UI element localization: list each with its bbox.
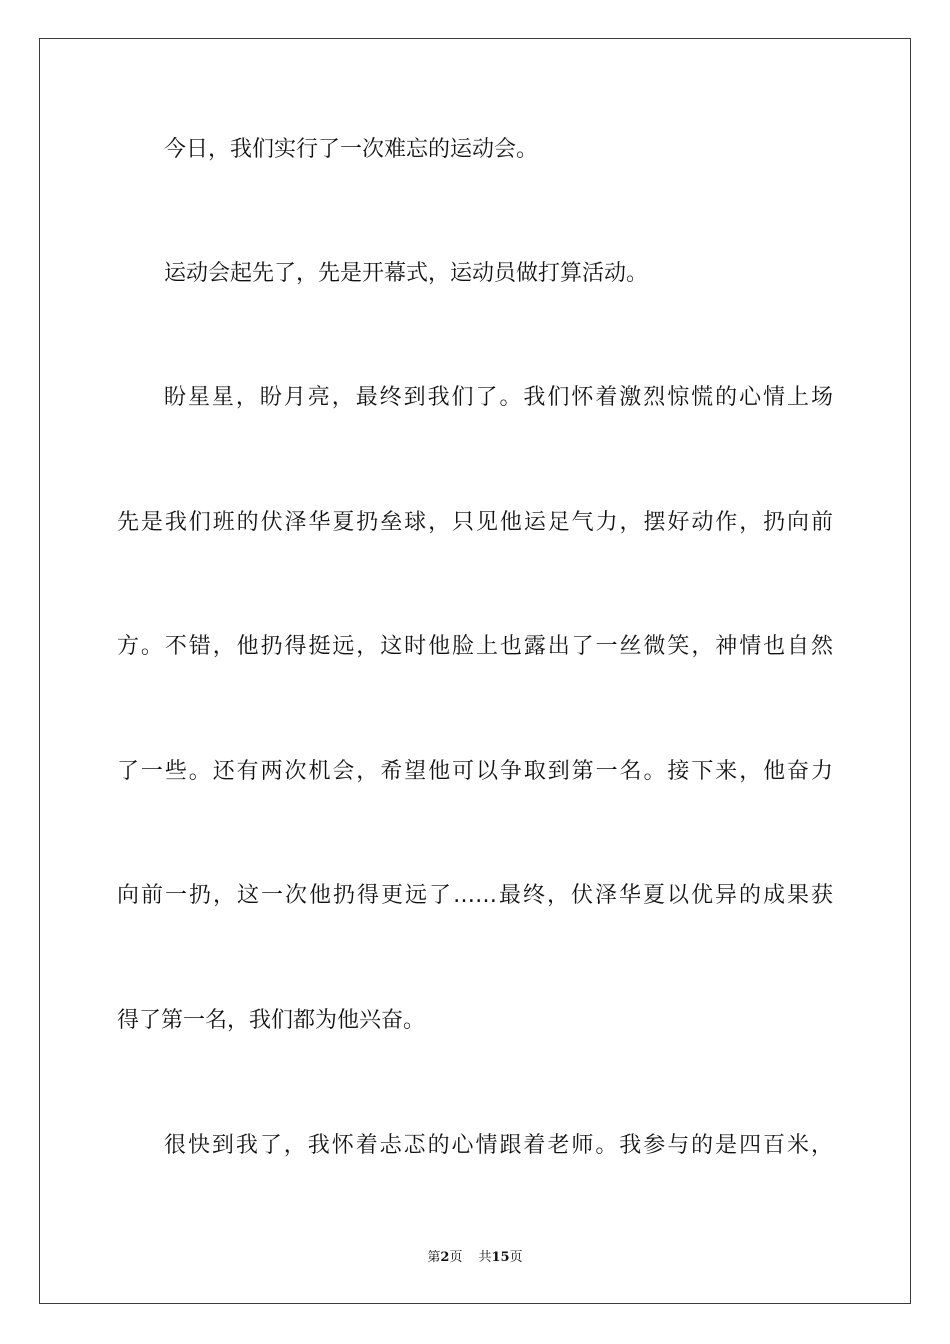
footer-page-suffix: 页 [449, 1250, 463, 1265]
paragraph-line-1: 今日，我们实行了一次难忘的运动会。 [164, 137, 539, 162]
paragraph-line-9: 很快到我了，我怀着忐忑的心情跟着老师。我参与的是四百米， [164, 1133, 833, 1158]
paragraph-line-2: 运动会起先了，先是开幕式，运动员做打算活动。 [164, 261, 649, 286]
paragraph-line-3: 盼星星，盼月亮，最终到我们了。我们怀着激烈惊慌的心情上场 [164, 385, 833, 410]
footer-page-prefix: 第 [427, 1250, 441, 1265]
paragraph-line-8: 得了第一名，我们都为他兴奋。 [117, 1008, 426, 1033]
paragraph-line-6: 了一些。还有两次机会，希望他可以争取到第一名。接下来，他奋力 [117, 759, 833, 784]
paragraph-line-7: 向前一扔，这一次他扔得更远了……最终，伏泽华夏以优异的成果获 [117, 883, 833, 908]
paragraph-line-4: 先是我们班的伏泽华夏扔垒球，只见他运足气力，摆好动作，扔向前 [117, 510, 833, 535]
page-border [39, 38, 911, 1304]
footer-total-suffix: 页 [509, 1250, 523, 1265]
footer-page-number: 2 [440, 1250, 450, 1265]
footer-total-pages: 15 [491, 1250, 510, 1265]
paragraph-line-5: 方。不错，他扔得挺远，这时他脸上也露出了一丝微笑，神情也自然 [117, 634, 833, 659]
page-footer [0, 1246, 950, 1265]
footer-total-prefix: 共 [478, 1250, 492, 1265]
